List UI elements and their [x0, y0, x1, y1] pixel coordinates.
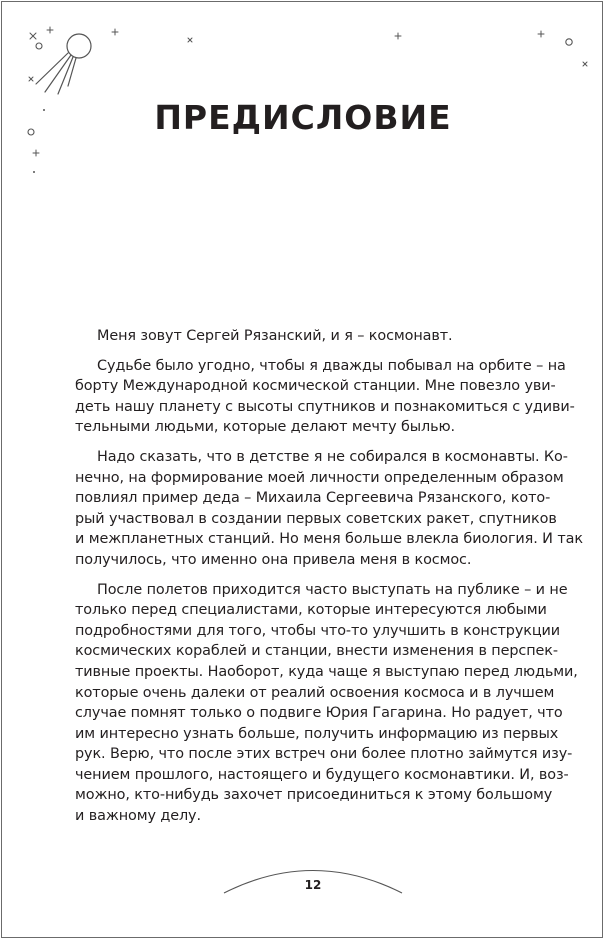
text-line: тельными людьми, которые делают мечту былью. — [75, 419, 455, 436]
text-line: борту Международной космической станции. Мне повезло уви- — [75, 378, 556, 395]
preface-body — [75, 326, 583, 836]
text-line: рук. Верю, что после этих встреч они более плотно займутся изу- — [75, 746, 573, 763]
text-line: Судьбе было угодно, чтобы я дважды побывал на орбите – на — [97, 357, 566, 374]
text-line: им интересно узнать больше, получить информацию из первых — [75, 725, 559, 742]
text-line: и важному делу. — [75, 808, 201, 825]
paragraph — [75, 580, 578, 827]
text-line: тивные проекты. Наоборот, куда чаще я выступаю перед людьми, — [75, 663, 578, 680]
paragraph — [75, 447, 583, 571]
page-title: ПРЕДИСЛОВИЕ — [154, 98, 452, 137]
text-line: космических кораблей и станции, внести изменения в перспек- — [75, 643, 558, 660]
page-number: 12 — [304, 878, 322, 892]
text-line: Меня зовут Сергей Рязанский, и я – космонавт. — [97, 328, 453, 344]
text-line: подробностями для того, чтобы что-то улучшить в конструкции — [75, 622, 561, 639]
paragraph — [75, 356, 575, 438]
text-line: только перед специалистами, которые интересуются любыми — [75, 602, 547, 619]
text-line: и межпланетных станций. Но меня больше влекла биология. И так — [75, 531, 583, 548]
text-line: деть нашу планету с высоты спутников и познакомиться с удиви- — [75, 398, 575, 415]
text-line: Надо сказать, что в детстве я не собирался в космонавты. Ко- — [97, 448, 568, 465]
text-line: случае помнят только о подвиге Юрия Гагарина. Но радует, что — [75, 705, 563, 722]
text-line: чением прошлого, настоящего и будущего космонавтики. И, воз- — [75, 766, 569, 783]
paragraph — [75, 326, 553, 347]
text-line: рый участвовал в создании первых советских ракет, спутников — [75, 510, 557, 527]
text-line: получилось, что именно она привела меня в космос. — [75, 551, 472, 568]
text-line: можно, кто-нибудь захочет присоединиться к этому большому — [75, 787, 553, 804]
text-line: которые очень далеки от реалий освоения космоса и в лучшем — [75, 684, 555, 701]
text-line: повлиял пример деда – Михаила Сергеевича Рязанского, кото- — [75, 490, 551, 507]
text-line: нечно, на формирование моей личности определенным образом — [75, 469, 564, 486]
text-line: После полетов приходится часто выступать на публике – и не — [97, 581, 568, 598]
